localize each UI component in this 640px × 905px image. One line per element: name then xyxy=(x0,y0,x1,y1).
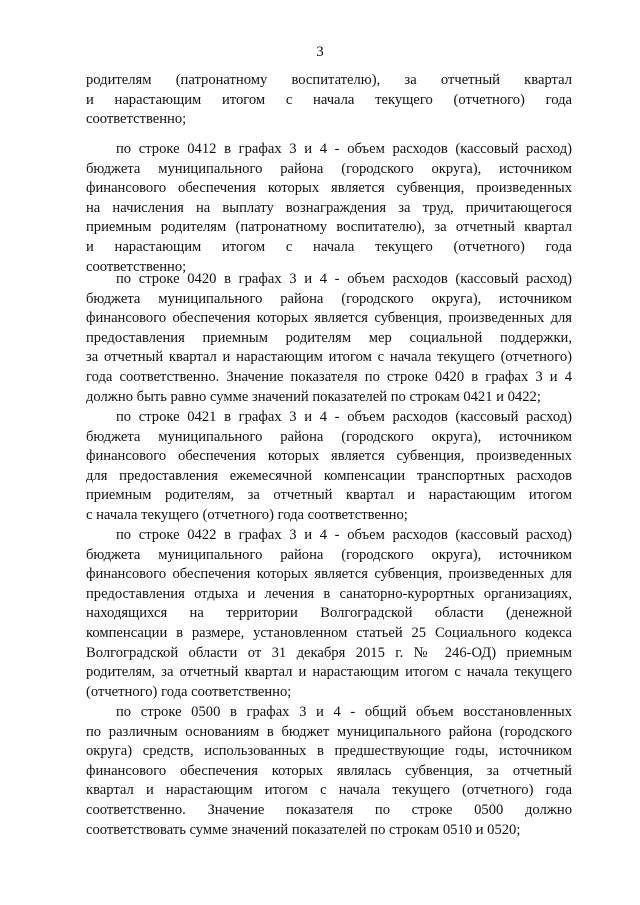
paragraph-1 xyxy=(86,71,572,130)
paragraph-line: родителям (патронатному воспитателю), за отчетный квартал xyxy=(86,72,572,88)
paragraph-line: по строке 0422 в графах 3 и 4 - объем расходов (кассовый расход) xyxy=(116,527,572,543)
paragraph-line: находящихся на территории Волгоградской области (денежной xyxy=(86,605,572,622)
paragraph-line: по различным основаниям в бюджет муниципального района (городского xyxy=(86,723,572,740)
paragraph-line: по строке 0420 в графах 3 и 4 - объем расходов (кассовый расход) xyxy=(116,271,572,287)
paragraph-row-0412 xyxy=(86,140,572,277)
paragraph-line: соответственно; xyxy=(86,111,187,128)
paragraph-line: с начала текущего (отчетного) года соответственно; xyxy=(86,506,408,523)
paragraph-line: по строке 0412 в графах 3 и 4 - объем расходов (кассовый расход) xyxy=(116,141,572,157)
paragraph-line: бюджета муниципального района (городского округа), источником xyxy=(86,290,572,307)
paragraph-line: и нарастающим итогом с начала текущего (отчетного) года xyxy=(86,238,572,255)
paragraph-line: финансового обеспечения которых являлась субвенция, за отчетный xyxy=(86,762,572,779)
paragraph-row-0500 xyxy=(86,703,572,840)
paragraph-line: финансового обеспечения которых является субвенция, произведенных xyxy=(86,448,572,465)
paragraph-line: предоставления приемным родителям мер социальной поддержки, xyxy=(86,329,572,346)
paragraph-line: округа) средств, использованных в предшествующие годы, источником xyxy=(86,743,572,760)
paragraph-line: для предоставления ежемесячной компенсации транспортных расходов xyxy=(86,467,572,484)
paragraph-line: приемным родителям (патронатному воспитателю), за отчетный квартал xyxy=(86,219,572,236)
paragraph-line: финансового обеспечения которых является субвенция, произведенных для xyxy=(86,566,572,583)
paragraph-row-0421 xyxy=(86,408,572,526)
paragraph-line: родителям, за отчетный квартал и нарастающим итогом с начала текущего xyxy=(86,664,572,681)
paragraph-line: на начисления на выплату вознаграждения за труд, причитающегося xyxy=(86,199,572,216)
paragraph-line: по строке 0500 в графах 3 и 4 - общий объем восстановленных xyxy=(116,704,572,720)
paragraph-line: года соответственно. Значение показателя по строке 0420 в графах 3 и 4 xyxy=(86,368,572,385)
paragraph-line: (отчетного) года соответственно; xyxy=(86,683,292,700)
paragraph-line: соответственно; xyxy=(86,258,187,275)
paragraph-line: соответственно. Значение показателя по строке 0500 должно xyxy=(86,801,572,818)
paragraph-line: приемным родителям, за отчетный квартал и нарастающим итогом xyxy=(86,487,572,504)
paragraph-line: за отчетный квартал и нарастающим итогом с начала текущего (отчетного) xyxy=(86,349,572,366)
paragraph-line: и нарастающим итогом с начала текущего (отчетного) года xyxy=(86,91,572,108)
paragraph-line: по строке 0421 в графах 3 и 4 - объем расходов (кассовый расход) xyxy=(116,409,572,425)
paragraph-row-0422 xyxy=(86,526,572,702)
paragraph-row-0420 xyxy=(86,270,572,407)
paragraph-line: компенсации в размере, установленном статьей 25 Социального кодекса xyxy=(86,624,572,641)
paragraph-line: соответствовать сумме значений показателей по строкам 0510 и 0520; xyxy=(86,821,521,838)
paragraph-line: квартал и нарастающим итогом с начала текущего (отчетного) года xyxy=(86,782,572,799)
paragraph-line: бюджета муниципального района (городского округа), источником xyxy=(86,428,572,445)
paragraph-line: Волгоградской области от 31 декабря 2015 г. № 246-ОД) приемным xyxy=(86,644,572,661)
paragraph-line: бюджета муниципального района (городского округа), источником xyxy=(86,546,572,563)
paragraph-line: финансового обеспечения которых является субвенция, произведенных xyxy=(86,180,572,197)
paragraph-line: должно быть равно сумме значений показателей по строкам 0421 и 0422; xyxy=(86,388,541,405)
paragraph-line: бюджета муниципального района (городского округа), источником xyxy=(86,160,572,177)
page-number: 3 xyxy=(316,44,324,60)
paragraph-line: предоставления отдыха и лечения в санаторно-курортных организациях, xyxy=(86,585,572,602)
paragraph-line: финансового обеспечения которых является субвенция, произведенных для xyxy=(86,310,572,327)
